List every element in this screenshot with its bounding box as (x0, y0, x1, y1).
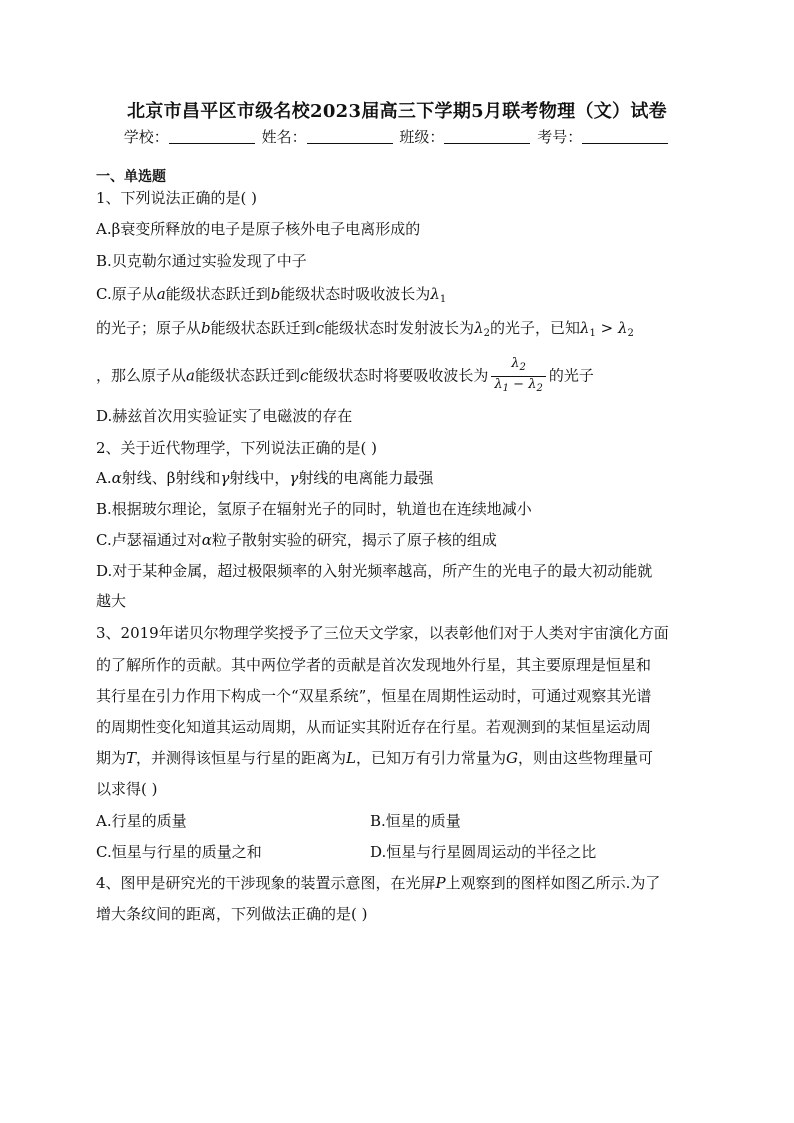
var-G: G (506, 749, 519, 767)
student-info-row (0, 126, 794, 147)
school-blank[interactable] (169, 129, 255, 144)
fraction-denominator (491, 377, 545, 397)
text-run: 射线、β射线和 (121, 469, 221, 487)
text-run: 能级状态时将要吸收波长为 (308, 366, 489, 385)
text-run: ，那么原子从 (96, 366, 187, 385)
subscript: 1 (439, 294, 447, 305)
lambda-symbol: λ (494, 377, 503, 392)
q3-stem-line5 (96, 748, 653, 768)
text-run: C.卢瑟福通过对 (96, 531, 202, 549)
q2-option-b: B.根据玻尔理论，氢原子在辐射光子的同时，轨道也在连续地减小 (96, 500, 532, 518)
text-run: 能级状态跃迁到 (210, 319, 316, 337)
text-run: 的光子 (548, 366, 594, 385)
subscript: 2 (519, 362, 526, 373)
q2-option-c (96, 530, 497, 550)
fraction-numerator (491, 356, 545, 377)
alpha-symbol: α (111, 469, 122, 487)
q1-option-c-line2 (96, 318, 634, 344)
text-run: 能级状态时吸收波长为 (280, 285, 431, 303)
q3-option-b: B.恒星的质量 (370, 812, 461, 830)
lambda-symbol: λ (430, 285, 440, 303)
text-run: C.原子从 (96, 285, 157, 303)
var-T: T (126, 749, 137, 767)
fraction (491, 356, 545, 397)
lambda-symbol: λ (511, 356, 520, 371)
lambda-symbol: λ (528, 377, 537, 392)
q1-option-d: D.赫兹首次用实验证实了电磁波的存在 (96, 407, 353, 425)
q3-stem-line6: 以求得( ) (96, 780, 158, 798)
name-blank[interactable] (307, 129, 393, 144)
q3-stem-line2: 的了解所作的贡献。其中两位学者的贡献是首次发现地外行星，其主要原理是恒星和 (96, 656, 652, 674)
q2-stem: 2、关于近代物理学，下列说法正确的是( ) (96, 439, 378, 457)
var-c: c (315, 319, 325, 337)
var-L: L (346, 749, 357, 767)
text-run: 上观察到的图样如图乙所示.为了 (445, 874, 661, 892)
var-P: P (435, 874, 446, 892)
q2-option-d-line2: 越大 (96, 592, 127, 610)
var-a: a (156, 285, 166, 303)
q3-stem-line3: 其行星在引力作用下构成一个“双星系统”，恒星在周期性运动时，可通过观察其光谱 (96, 687, 652, 705)
exam-no-blank[interactable] (582, 129, 668, 144)
page-title: 北京市昌平区市级名校2023届高三下学期5月联考物理（文）试卷 (127, 101, 667, 122)
subscript: 2 (627, 328, 634, 339)
text-run: 射线中， (229, 469, 290, 487)
text-run: 能级状态跃迁到 (165, 285, 271, 303)
var-b: b (270, 285, 281, 303)
text-run: ，并测得该恒星与行星的距离为 (136, 749, 347, 767)
q2-option-d-line1: D.对于某种金属，超过极限频率的入射光频率越高，所产生的光电子的最大初动能就 (96, 562, 653, 580)
class-label: 班级： (399, 128, 445, 146)
q4-stem-line2: 增大条纹间的距离，下列做法正确的是( ) (96, 905, 368, 923)
text-run: 能级状态跃迁到 (194, 366, 300, 385)
lambda-symbol: λ (579, 319, 590, 337)
text-run: 能级状态时发射波长为 (324, 319, 475, 337)
text-run: 的光子；原子从 (96, 319, 202, 337)
minus-sign: − (509, 377, 529, 392)
text-run: 期为 (96, 749, 127, 767)
q3-option-d: D.恒星与行星圆周运动的半径之比 (370, 843, 597, 861)
section-heading: 一、单选题 (96, 169, 166, 185)
text-run: 粒子散射实验的研究，揭示了原子核的组成 (211, 531, 497, 549)
var-a: a (186, 366, 195, 385)
q3-option-c: C.恒星与行星的质量之和 (96, 843, 262, 861)
subscript: 2 (536, 383, 543, 394)
q1-option-a: A.β衰变所释放的电子是原子核外电子电离形成的 (96, 220, 421, 238)
gt-sign: > (595, 319, 618, 337)
text-run: 4、图甲是研究光的干涉现象的装置示意图，在光屏 (96, 874, 436, 892)
gamma-symbol: γ (289, 469, 299, 487)
var-b: b (201, 319, 211, 337)
subscript: 1 (502, 383, 510, 394)
gamma-symbol: γ (220, 469, 230, 487)
text-run: A. (96, 469, 112, 487)
class-blank[interactable] (444, 129, 530, 144)
q2-option-a (96, 468, 433, 488)
lambda-symbol: λ (474, 319, 484, 337)
exam-no-label: 考号： (537, 128, 583, 146)
text-run: ，已知万有引力常量为 (356, 749, 507, 767)
q1-stem: 1、下列说法正确的是( ) (96, 189, 258, 207)
text-run: 的光子，已知 (489, 319, 580, 337)
q1-option-c-line1 (96, 284, 446, 310)
subscript: 2 (483, 328, 490, 339)
q3-stem-line4: 的周期性变化知道其运动周期，从而证实其附近存在行星。若观测到的某恒星运动周 (96, 718, 652, 736)
lambda-symbol: λ (617, 319, 628, 337)
text-run: 射线的电离能力最强 (298, 469, 434, 487)
q3-stem-line1: 3、2019年诺贝尔物理学奖授予了三位天文学家，以表彰他们对于人类对宇宙演化方面 (96, 624, 669, 642)
alpha-symbol: α (201, 531, 212, 549)
name-label: 姓名： (261, 128, 307, 146)
text-run: ，则由这些物理量可 (518, 749, 654, 767)
q3-option-a: A.行星的质量 (96, 812, 187, 830)
subscript: 1 (589, 328, 596, 339)
var-c: c (299, 366, 309, 385)
school-label: 学校： (123, 128, 169, 146)
q4-stem-line1 (96, 873, 660, 893)
q1-option-c-line3 (96, 356, 594, 397)
q1-option-b: B.贝克勒尔通过实验发现了中子 (96, 252, 307, 270)
